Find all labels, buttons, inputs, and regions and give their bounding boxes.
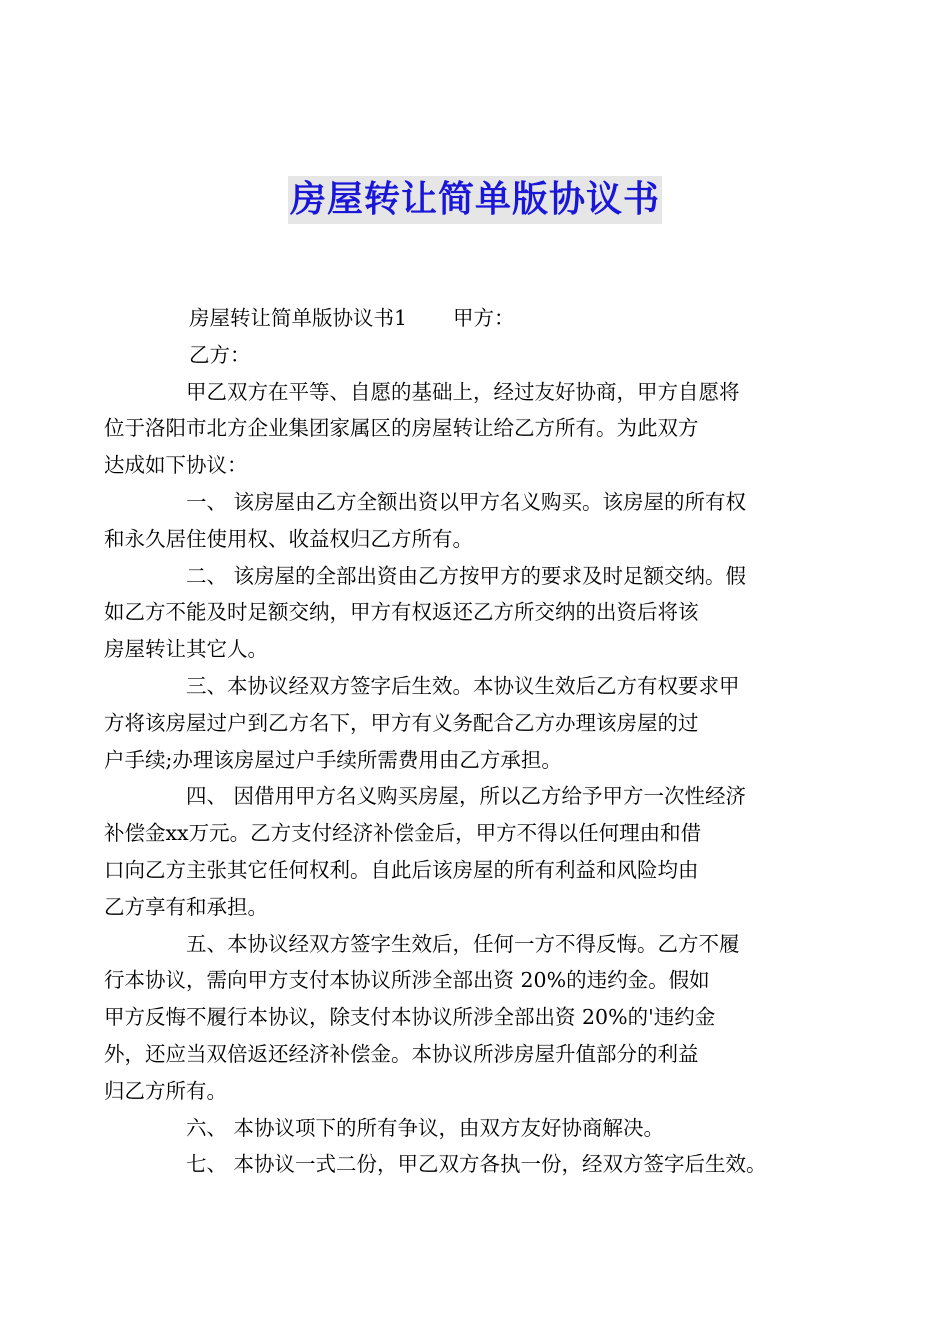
clause-line: 四、 因借用甲方名义购买房屋，所以乙方给予甲方一次性经济 [186, 784, 747, 809]
clause-paragraph [104, 374, 809, 484]
clause-paragraph [104, 926, 809, 1110]
clause-paragraph [145, 1146, 809, 1183]
title-container [0, 176, 950, 224]
clause-line: 乙方享有和承担。 [104, 894, 268, 919]
clause-line: 甲方反悔不履行本协议，除支付本协议所涉全部出资 20%的'违约金 [104, 1005, 716, 1030]
clause-paragraph [104, 558, 809, 668]
document-body [104, 300, 809, 1183]
clause-line: 位于洛阳市北方企业集团家属区的房屋转让给乙方所有。为此双方 [104, 416, 699, 441]
clause-line: 达成如下协议： [104, 453, 248, 478]
subtitle-line [145, 300, 809, 337]
clause-line: 户手续;办理该房屋过户手续所需费用由乙方承担。 [104, 747, 562, 772]
clause-paragraph [145, 1110, 809, 1147]
clause-line: 行本协议，需向甲方支付本协议所涉全部出资 20%的违约金。假如 [104, 968, 710, 993]
clause-paragraph [104, 668, 809, 778]
document-subtitle: 房屋转让简单版协议书1 [189, 306, 408, 330]
clause-line: 如乙方不能及时足额交纳，甲方有权返还乙方所交纳的出资后将该 [104, 600, 699, 625]
clause-line: 归乙方所有。 [104, 1078, 227, 1103]
clause-line: 补偿金xx万元。乙方支付经济补偿金后，甲方不得以任何理由和借 [104, 821, 702, 846]
clauses [104, 374, 809, 1184]
clause-paragraph [104, 484, 809, 558]
clause-line: 三、本协议经双方签字后生效。本协议生效后乙方有权要求甲 [186, 673, 740, 698]
document-title: 房屋转让简单版协议书 [288, 176, 662, 224]
clause-paragraph [104, 778, 809, 925]
clause-line: 口向乙方主张其它任何权利。自此后该房屋的所有利益和风险均由 [104, 857, 699, 882]
clause-line: 二、 该房屋的全部出资由乙方按甲方的要求及时足额交纳。假 [186, 563, 747, 588]
party-b-line [145, 337, 809, 374]
clause-line: 五、本协议经双方签字生效后，任何一方不得反悔。乙方不履 [186, 931, 740, 956]
party-a-label: 甲方： [453, 306, 515, 330]
clause-line: 七、 本协议一式二份，甲乙双方各执一份，经双方签字后生效。 [186, 1152, 767, 1177]
clause-line: 和永久居住使用权、收益权归乙方所有。 [104, 526, 473, 551]
clause-line: 甲乙双方在平等、自愿的基础上，经过友好协商，甲方自愿将 [186, 379, 740, 404]
clause-line: 外，还应当双倍返还经济补偿金。本协议所涉房屋升值部分的利益 [104, 1041, 699, 1066]
clause-line: 一、 该房屋由乙方全额出资以甲方名义购买。该房屋的所有权 [186, 489, 747, 514]
clause-line: 方将该房屋过户到乙方名下，甲方有义务配合乙方办理该房屋的过 [104, 710, 699, 735]
party-b-label: 乙方： [189, 342, 251, 367]
clause-line: 六、 本协议项下的所有争议，由双方友好协商解决。 [186, 1115, 665, 1140]
clause-line: 房屋转让其它人。 [104, 637, 268, 662]
